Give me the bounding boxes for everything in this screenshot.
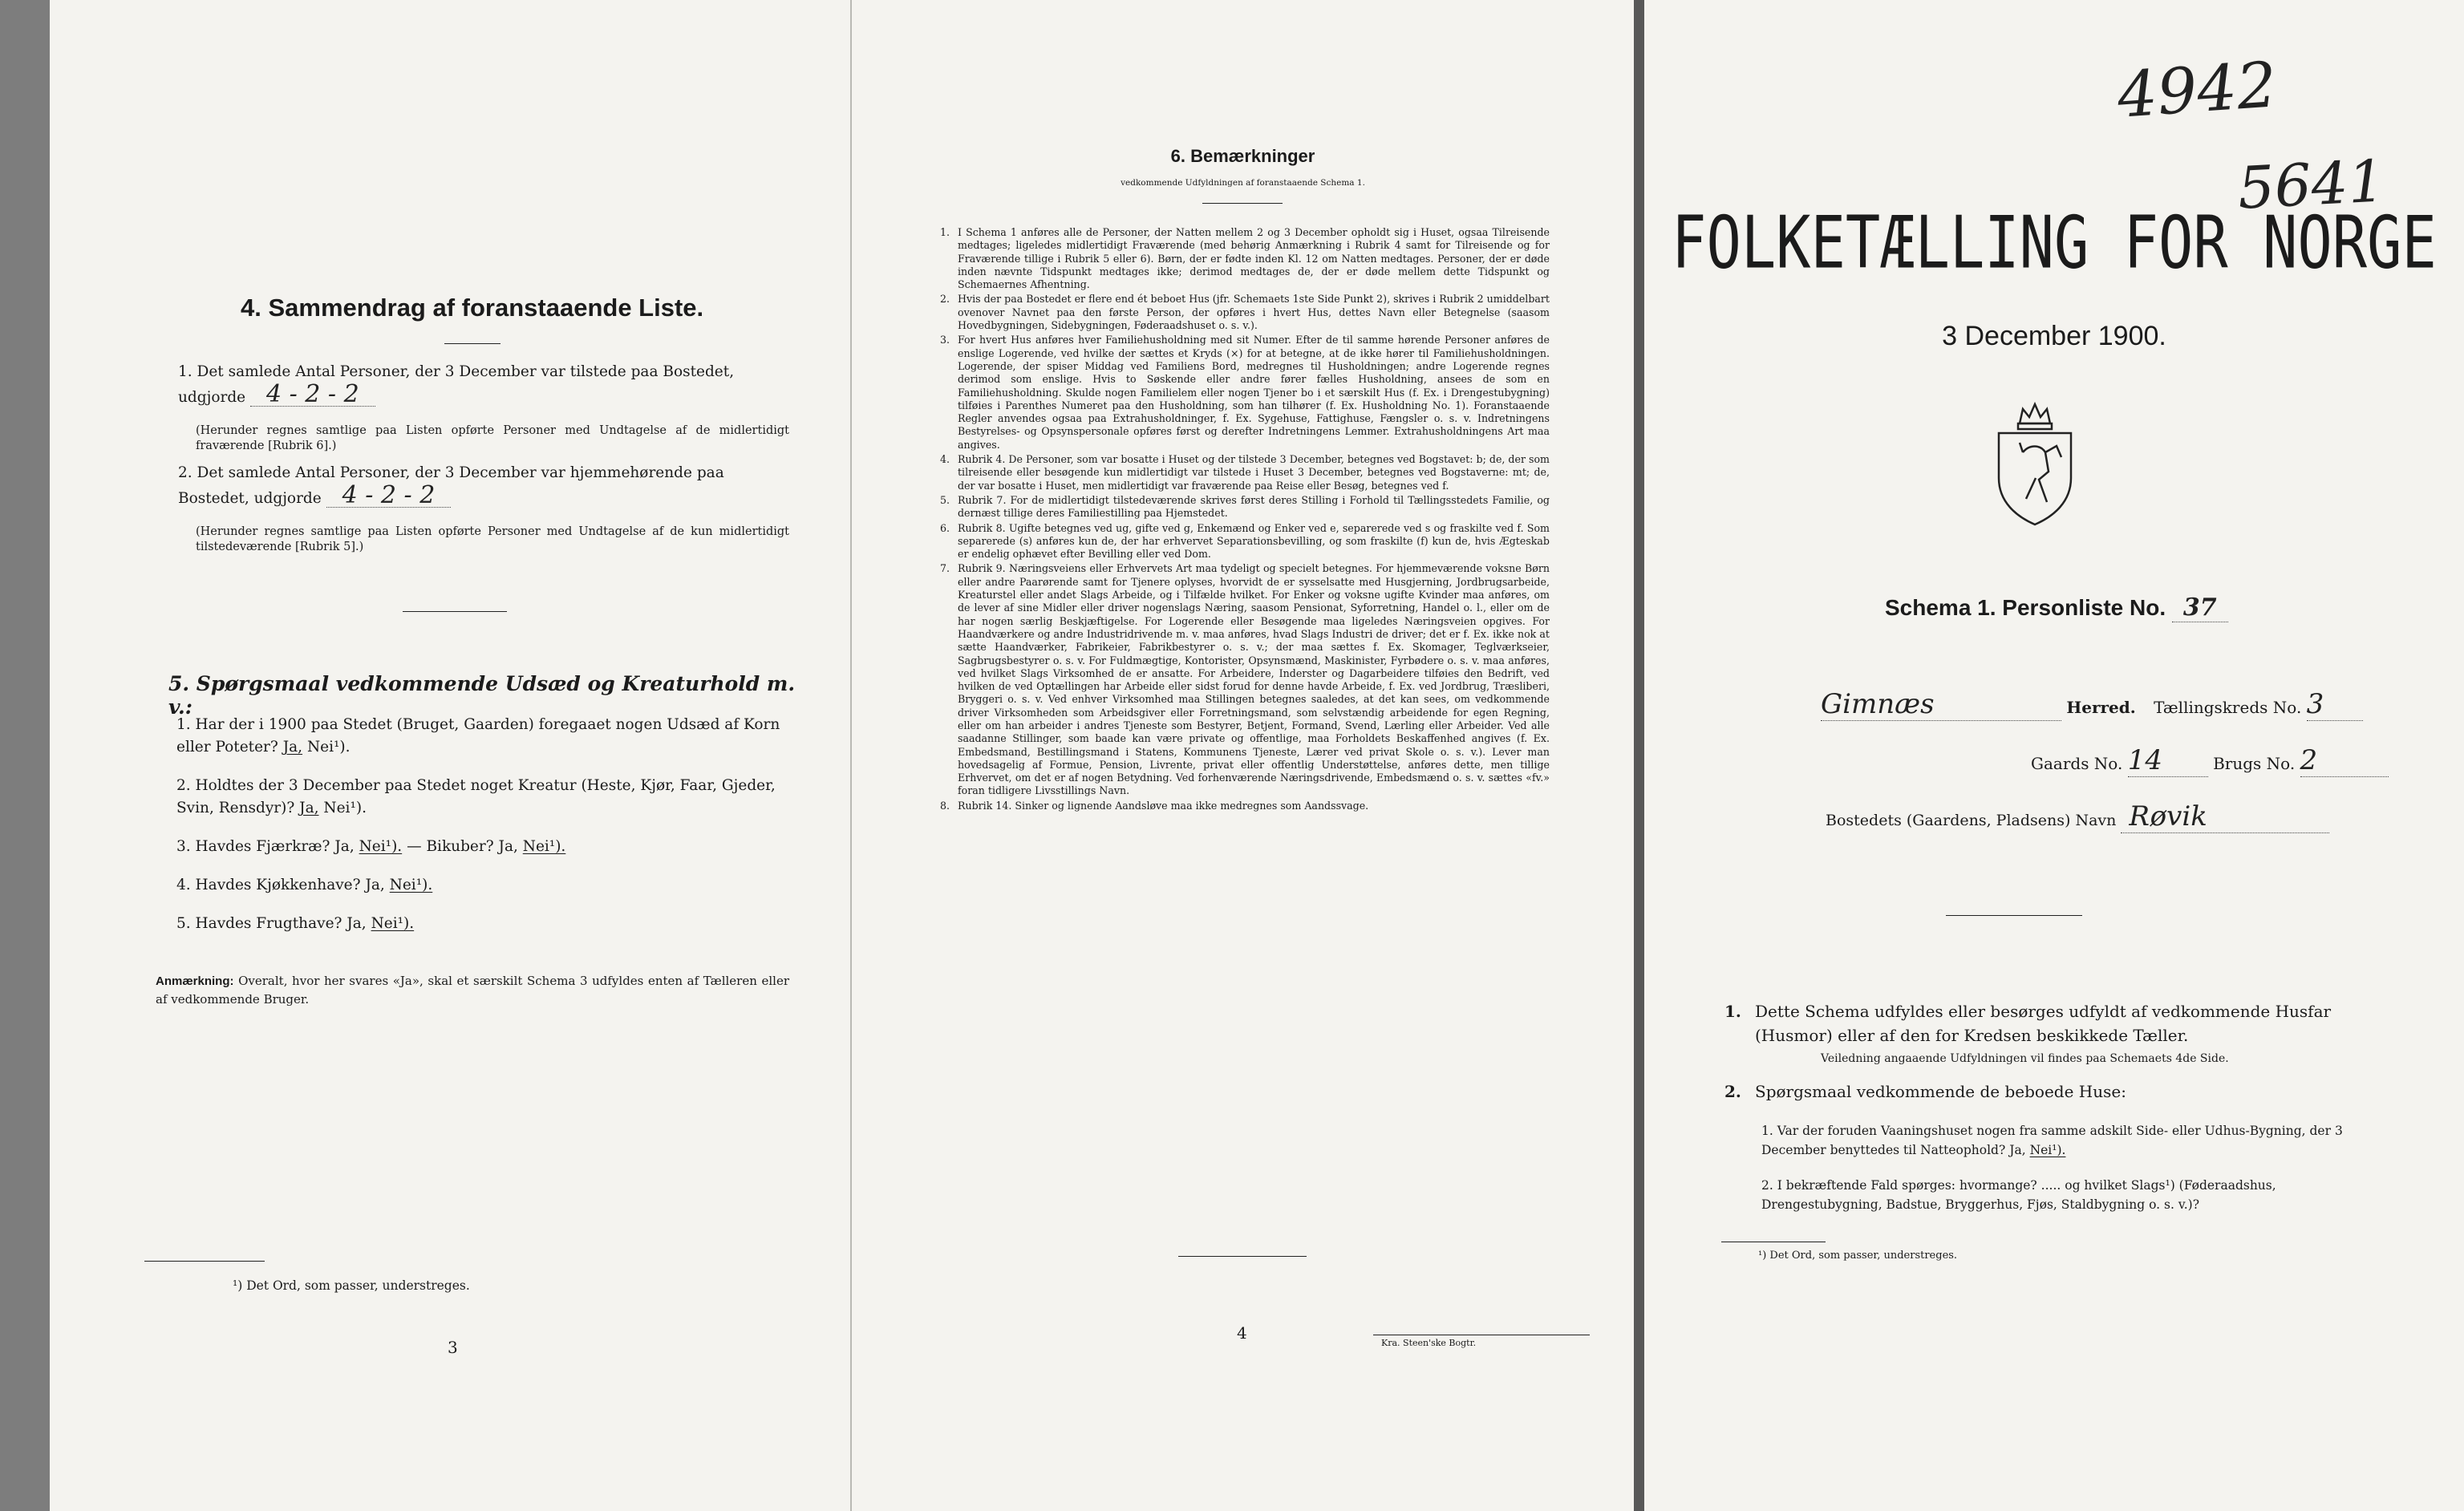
page-number: 4 xyxy=(1237,1323,1247,1343)
norwegian-coat-of-arms-icon xyxy=(1988,399,2082,528)
personliste-number: 37 xyxy=(2172,593,2228,622)
question-4: 4. Havdes Kjøkkenhave? Ja, Nei¹). xyxy=(176,877,433,893)
remark-item: 5. Rubrik 7. For de midlertidigt tilstedeværende skrives først deres Stilling i Forhold til Tællingsstedets Familie, og dernæst tillige deres Familiestilling paa Hjemstedet. xyxy=(940,493,1550,520)
remarks-title: 6. Bemærkninger xyxy=(1170,146,1315,166)
census-title: FOLKETÆLLING FOR NORGE xyxy=(1672,200,2437,285)
remark-item: 3. For hvert Hus anføres hver Familiehusholdning med sit Numer. Efter de til samme hørende Personer anføres de enslige Logerende, ved hvilke der sættes et Kryds (×) for at betegne, at de ikke hører til Familiehusholdningen. Logerende, der spiser Middag ved Familiens Bord, medregnes til Husholdningen; andre Logerende regnes derimod som enslige. Hvis to Søskende eller andre fører fælles Husholdning, ansees de som en Familiehusholdning. Skulde nogen Familielem eller nogen Tjener bo i et særskilt Hus (f. Ex. i Drengestubygning) tilføies i Parenthes Numeret paa den Husholdning, som han tilhører (f. Ex. Husholdning No. 1). Foranstaaende Regler anvendes ogsaa paa Extrahusholdninger, f. Ex. Sygehuse, Fattighuse, Fængsler o. s. v. Indretningens Bestyrelses- og Opsynspersonale opføres først og derefter Indretningens Lemmer. Extrahusholdningens Art maa angives. xyxy=(940,334,1550,451)
summary-item-2: 2. Det samlede Antal Personer, der 3 December var hjemmehørende paa Bostedet, udgjorde 4 - 2 - 2 xyxy=(178,464,724,509)
question-5: 5. Havdes Frugthave? Ja, Nei¹). xyxy=(176,915,415,932)
question-2: 2. Holdtes der 3 December paa Stedet noget Kreatur (Heste, Kjør, Faar, Gjeder, Svin, Rensdyr)? Ja, Nei¹). xyxy=(176,777,776,816)
brugs-value: 2 xyxy=(2300,744,2389,777)
section-5-title: 5. Spørgsmaal vedkommende Udsæd og Kreaturhold m. v.: xyxy=(168,672,796,719)
book-gutter xyxy=(1634,0,1644,1511)
remarks-list xyxy=(940,226,1550,814)
remark-item: 2. Hvis der paa Bostedet er flere end ét beboet Hus (jfr. Schemaets 1ste Side Punkt 2), skrives i Rubrik 2 umiddelbart ovenover Navnet paa den første Person, der opføres i hvert Hus, dettes Navn eller Betegnelse (saasom Hovedbygningen, Sidebygningen, Føderaadshuset o. s. v.). xyxy=(940,293,1550,332)
footnote: ¹) Det Ord, som passer, understreges. xyxy=(1758,1250,1958,1262)
bosted-line: Bostedets (Gaardens, Pladsens) Navn Røvik xyxy=(1826,800,2329,833)
page-1-cover xyxy=(1644,0,2464,1511)
summary-item-1-note: (Herunder regnes samtlige paa Listen opførte Personer med Undtagelse af de midlertidigt fraværende [Rubrik 6].) xyxy=(196,424,789,452)
question-1: 1. Har der i 1900 paa Stedet (Bruget, Gaarden) foregaaet nogen Udsæd af Korn eller Poteter? Ja, Nei¹). xyxy=(176,716,780,756)
instruction-1-note: Veiledning angaaende Udfyldningen vil findes paa Schemaets 4de Side. xyxy=(1821,1052,2229,1065)
bosted-value: Røvik xyxy=(2121,800,2329,833)
remark-item: 7. Rubrik 9. Næringsveiens eller Erhvervets Art maa tydeligt og specielt betegnes. For hjemmeværende voksne Børn eller andre Paarørende samt for Tjenere oplyses, hvorvidt de er sysselsatte med Husgjerning, Jordbrugsarbeide, Kreaturstel eller andet Slags Arbeide, og i Tilfælde hvilket. For Enker og voksne ugifte Kvinder maa anføres, om de lever af sine Midler eller driver nogenslags Næring, saasom Pensionat, Syforretning, Handel o. l., eller om de har nogen særlig Beskjæftigelse. For Logerende eller Besøgende maa ligeledes Næringsveien opgives. For Haandværkere og andre Industridrivende m. v. maa anføres, hvad Slags Industri de driver; det er f. Ex. ikke nok at sætte Haandværker, Fabrikeier, Fabrikbestyrer o. s. v.; der maa sættes f. Ex. Skomager, Teglværkseier, Sagbrugsbestyrer o. s. v. For Fuldmægtige, Kontorister, Opsynsmænd, Maskinister, Fyrbødere o. s. v. maa anføres, ved hvilket Slags Virksomhed de er ansatte. For Arbeidere, Inderster og Dagarbeidere tilføies den Bedrift, ved hvilken de ved Optællingen har Arbeide eller sidst forud for denne havde Arbeide, f. Ex. ved Jordbrug, Træsliberi, Bryggeri o. s. v. Ved enhver Virksomhed maa Stillingen betegnes saaledes, at det kan sees, om vedkommende driver Virksomheden som Arbeidsgiver eller Forretningsmand, som selvstændig arbeidende for egen Regning, eller om han arbeider i andres Tjeneste som Bestyrer, Betjent, Formand, Svend, Lærling eller Arbeider. Ved alle saadanne Stillinger, som baade kan være private og offentlige, maa Forholdets Beskaffenhed angives (f. Ex. Embedsmand, Bestillingsmand i Statens, Kommunens Tjeneste, Lærer ved privat Skole o. s. v.). Lever man hovedsagelig af Formue, Pension, Livrente, privat eller offentlig Understøttelse, anføres dette, men tillige Erhvervet, om det er af nogen Betydning. Ved forhenværende Næringsdrivende, Embedsmænd o. s. v. sættes «fv.» foran tidligere Livsstillings Navn. xyxy=(940,562,1550,797)
summary-item-1: 1. Det samlede Antal Personer, der 3 December var tilstede paa Bostedet, udgjorde 4 - 2 - 2 xyxy=(178,363,735,408)
section-4-title: 4. Sammendrag af foranstaaende Liste. xyxy=(241,294,704,322)
house-question-1: 1. Var der foruden Vaaningshuset nogen fra samme adskilt Side- eller Udhus-Bygning, der 3 December benyttedes til Natteophold? Ja, Nei¹). xyxy=(1761,1124,2343,1157)
question-3: 3. Havdes Fjærkræ? Ja, Nei¹). — Bikuber? Ja, Nei¹). xyxy=(176,838,566,855)
remark-item: 6. Rubrik 8. Ugifte betegnes ved ug, gifte ved g, Enkemænd og Enker ved e, separerede ved s og fraskilte ved f. Som separerede (s) anføres kun de, der har erhvervet Separationsbevilling, og som fraskilte (f) kun de, hvis Ægteskab er endelig ophævet efter Bevilling eller ved Dom. xyxy=(940,521,1550,561)
remarks-subtitle: vedkommende Udfyldningen af foranstaaende Schema 1. xyxy=(1121,178,1365,188)
remark-item: 4. Rubrik 4. De Personer, som var bosatte i Huset og der tilstede 3 December, betegnes ved Bogstavet: b; de, der som tilreisende eller besøgende kun midlertidigt var tilstede i Huset 3 December, betegnes ved Bogstaverne: mt; de, der var bosatte i Huset, men midlertidigt var fraværende paa Reise eller Besøg, betegnes ved f. xyxy=(940,453,1550,492)
page-number: 3 xyxy=(448,1338,458,1357)
divider xyxy=(1202,203,1283,204)
instruction-2: 2. Spørgsmaal vedkommende de beboede Huse: xyxy=(1724,1082,2126,1101)
gaards-value: 14 xyxy=(2128,744,2208,777)
archive-number-bottom: 5641 xyxy=(2235,147,2387,222)
item-2-handwritten-value: 4 - 2 - 2 xyxy=(326,484,452,508)
page-3 xyxy=(50,0,852,1511)
divider xyxy=(403,611,507,612)
gaards-brugs-line: Gaards No. 14 Brugs No. 2 xyxy=(2031,744,2389,777)
taellingskreds-value: 3 xyxy=(2307,688,2363,721)
herred-line: Gimnæs Herred. Tællingskreds No. 3 xyxy=(1821,688,2363,721)
remark: Anmærkning: Overalt, hvor her svares «Ja», skal et særskilt Schema 3 udfyldes enten af Tælleren eller af vedkommende Bruger. xyxy=(156,974,789,1007)
remark-item: 8. Rubrik 14. Sinker og lignende Aandsløve maa ikke medregnes som Aandssvage. xyxy=(940,799,1369,812)
remark-item: 1. I Schema 1 anføres alle de Personer, der Natten mellem 2 og 3 December opholdt sig i Huset, ogsaa Tilreisende medtages; ligeledes midlertidigt Fraværende (med behørig Anmærkning i Rubrik 4 samt for Tilreisende og for Fraværende tillige i Rubrik 5 eller 6). Børn, der er fødte inden Kl. 12 om Natten medtages. Personer, der er døde inden nævnte Tidspunkt medtages ikke; derimod medtages de, der er døde mellem dette Tidspunkt og Schemaernes Afhentning. xyxy=(940,226,1550,291)
census-date: 3 December 1900. xyxy=(1942,321,2166,351)
herred-value: Gimnæs xyxy=(1821,688,2061,721)
item-1-handwritten-value: 4 - 2 - 2 xyxy=(250,383,375,407)
divider xyxy=(1178,1256,1307,1257)
footnote: ¹) Det Ord, som passer, understreges. xyxy=(233,1278,470,1293)
archive-number-top: 4942 xyxy=(2115,49,2280,132)
divider xyxy=(444,343,500,344)
instruction-1: 1. Dette Schema udfyldes eller besørges udfyldt af vedkommende Husfar (Husmor) eller af den for Kredsen beskikkede Tæller. xyxy=(1724,1002,2332,1045)
house-question-2: 2. I bekræftende Fald spørges: hvormange? ..... og hvilket Slags¹) (Føderaadshus, Drengestubygning, Badstue, Bryggerhus, Fjøs, Staldbygning o. s. v.)? xyxy=(1761,1178,2276,1212)
page-4 xyxy=(852,0,1634,1511)
printer-imprint: Kra. Steen'ske Bogtr. xyxy=(1381,1338,1477,1348)
schema-personliste: Schema 1. Personliste No. 37 xyxy=(1885,593,2228,622)
footnote-rule xyxy=(144,1261,265,1262)
divider xyxy=(1946,915,2082,916)
summary-item-2-note: (Herunder regnes samtlige paa Listen opførte Personer med Undtagelse af de kun midlertidigt tilstedeværende [Rubrik 5].) xyxy=(196,525,789,553)
